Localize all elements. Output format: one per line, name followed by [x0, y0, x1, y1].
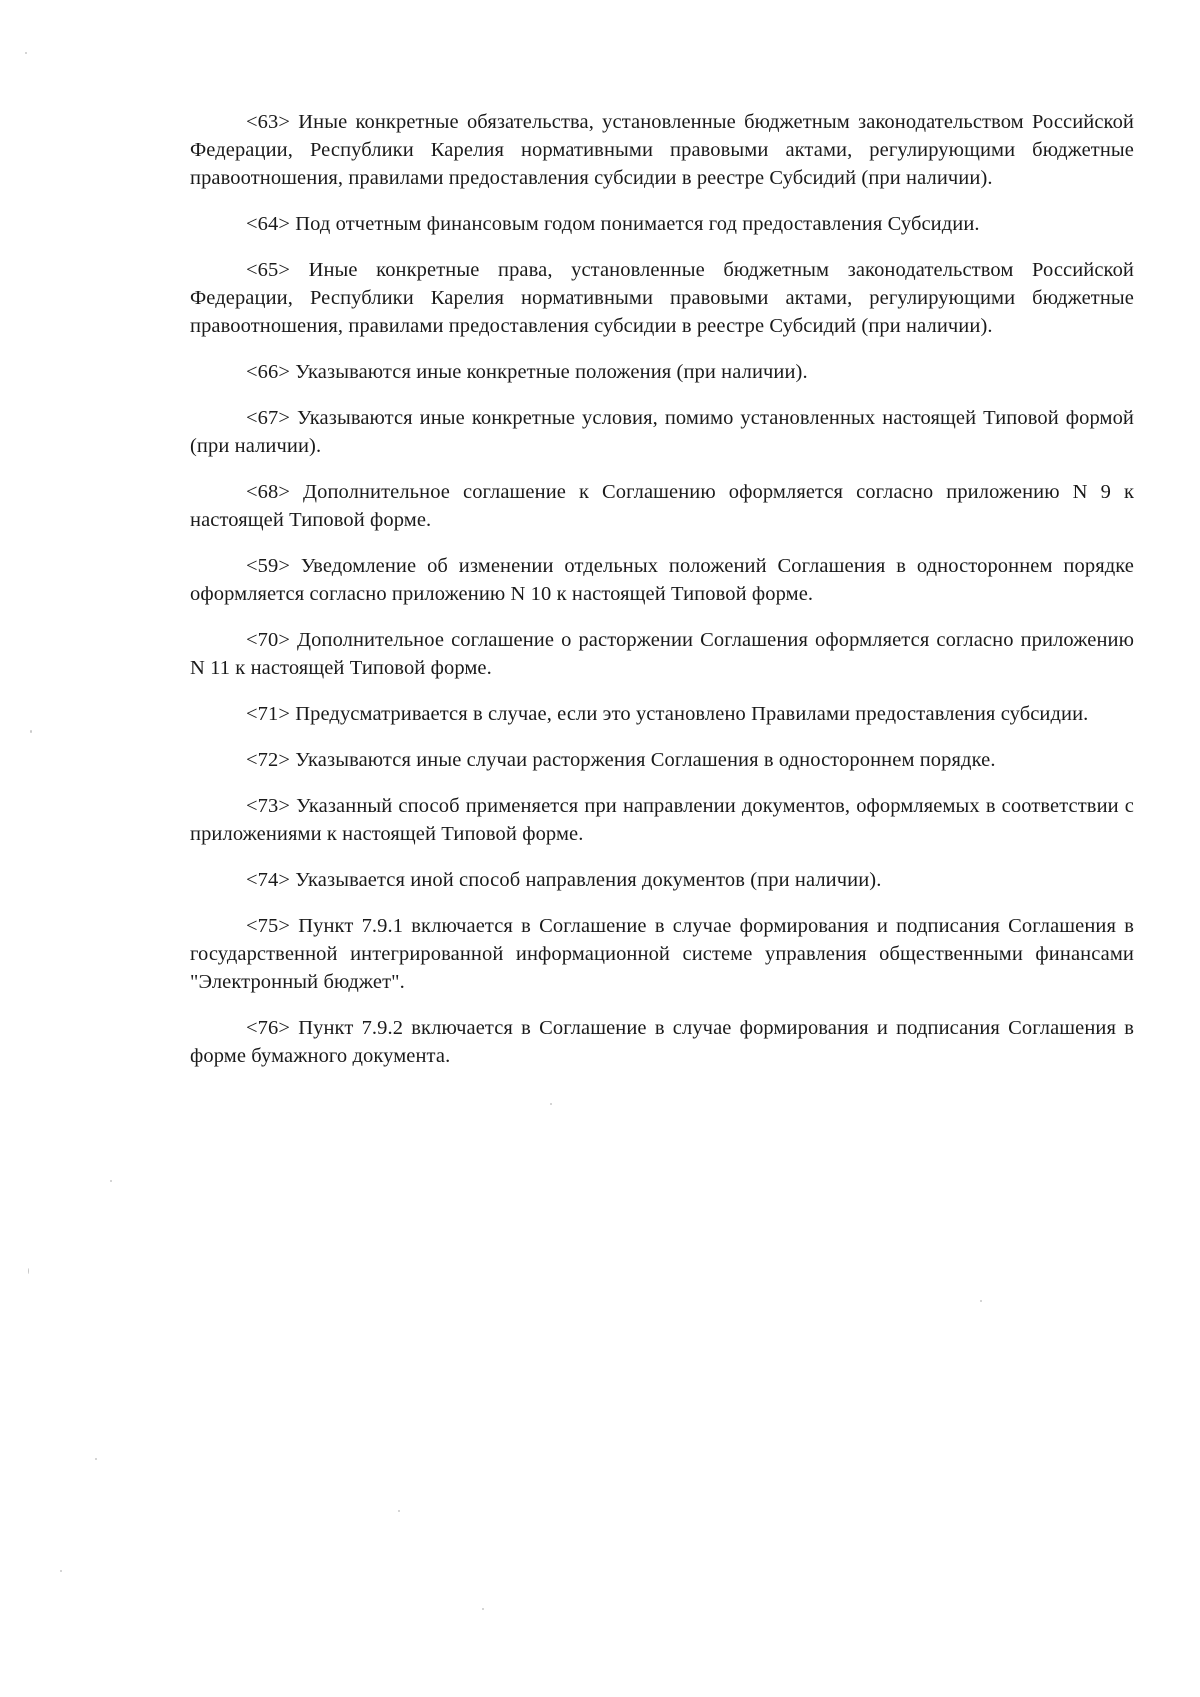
footnote-73: <73> Указанный способ применяется при направлении документов, оформляемых в соответствии с приложениями к настоящей Типовой форме. — [190, 795, 1134, 845]
scan-speck — [30, 730, 32, 733]
scan-speck — [28, 1268, 29, 1274]
scan-speck — [980, 1300, 982, 1302]
scan-speck — [110, 1180, 112, 1182]
footnote-68: <68> Дополнительное соглашение к Соглашению оформляется согласно приложению N 9 к настоящей Типовой форме. — [190, 481, 1134, 531]
footnotes-list — [190, 108, 1134, 1088]
footnote-67: <67> Указываются иные конкретные условия, помимо установленных настоящей Типовой формой (при наличии). — [190, 407, 1134, 457]
footnote-69: <59> Уведомление об изменении отдельных положений Соглашения в одностороннем порядке оформляется согласно приложению N 10 к настоящей Типовой форме. — [190, 555, 1134, 605]
footnote-71: <71> Предусматривается в случае, если это установлено Правилами предоставления субсидии. — [246, 703, 1089, 725]
footnote-74: <74> Указывается иной способ направления документов (при наличии). — [246, 869, 882, 891]
scan-speck — [550, 1103, 552, 1105]
scan-speck — [60, 1570, 62, 1572]
footnote-75: <75> Пункт 7.9.1 включается в Соглашение в случае формирования и подписания Соглашения в государственной интегрированной информационной системе управления общественными финансами "Электронный бюджет". — [190, 915, 1134, 993]
footnote-76: <76> Пункт 7.9.2 включается в Соглашение в случае формирования и подписания Соглашения в форме бумажного документа. — [190, 1017, 1134, 1067]
footnote-63: <63> Иные конкретные обязательства, установленные бюджетным законодательством Российской Федерации, Республики Карелия нормативными правовыми актами, регулирующими бюджетные правоотношения, правилами предоставления субсидии в реестре Субсидий (при наличии). — [190, 111, 1134, 189]
scan-speck — [482, 1608, 484, 1610]
scan-speck — [398, 1510, 400, 1512]
footnote-70: <70> Дополнительное соглашение о расторжении Соглашения оформляется согласно приложению N 11 к настоящей Типовой форме. — [190, 629, 1134, 679]
footnote-64: <64> Под отчетным финансовым годом понимается год предоставления Субсидии. — [246, 213, 980, 235]
scan-speck — [25, 52, 27, 54]
footnote-66: <66> Указываются иные конкретные положения (при наличии). — [246, 361, 808, 383]
footnote-72: <72> Указываются иные случаи расторжения Соглашения в одностороннем порядке. — [246, 749, 996, 771]
footnote-65: <65> Иные конкретные права, установленные бюджетным законодательством Российской Федерации, Республики Карелия нормативными правовыми актами, регулирующими бюджетные правоотношения, правилами предоставления субсидии в реестре Субсидий (при наличии). — [190, 259, 1134, 337]
scan-speck — [95, 1458, 97, 1460]
